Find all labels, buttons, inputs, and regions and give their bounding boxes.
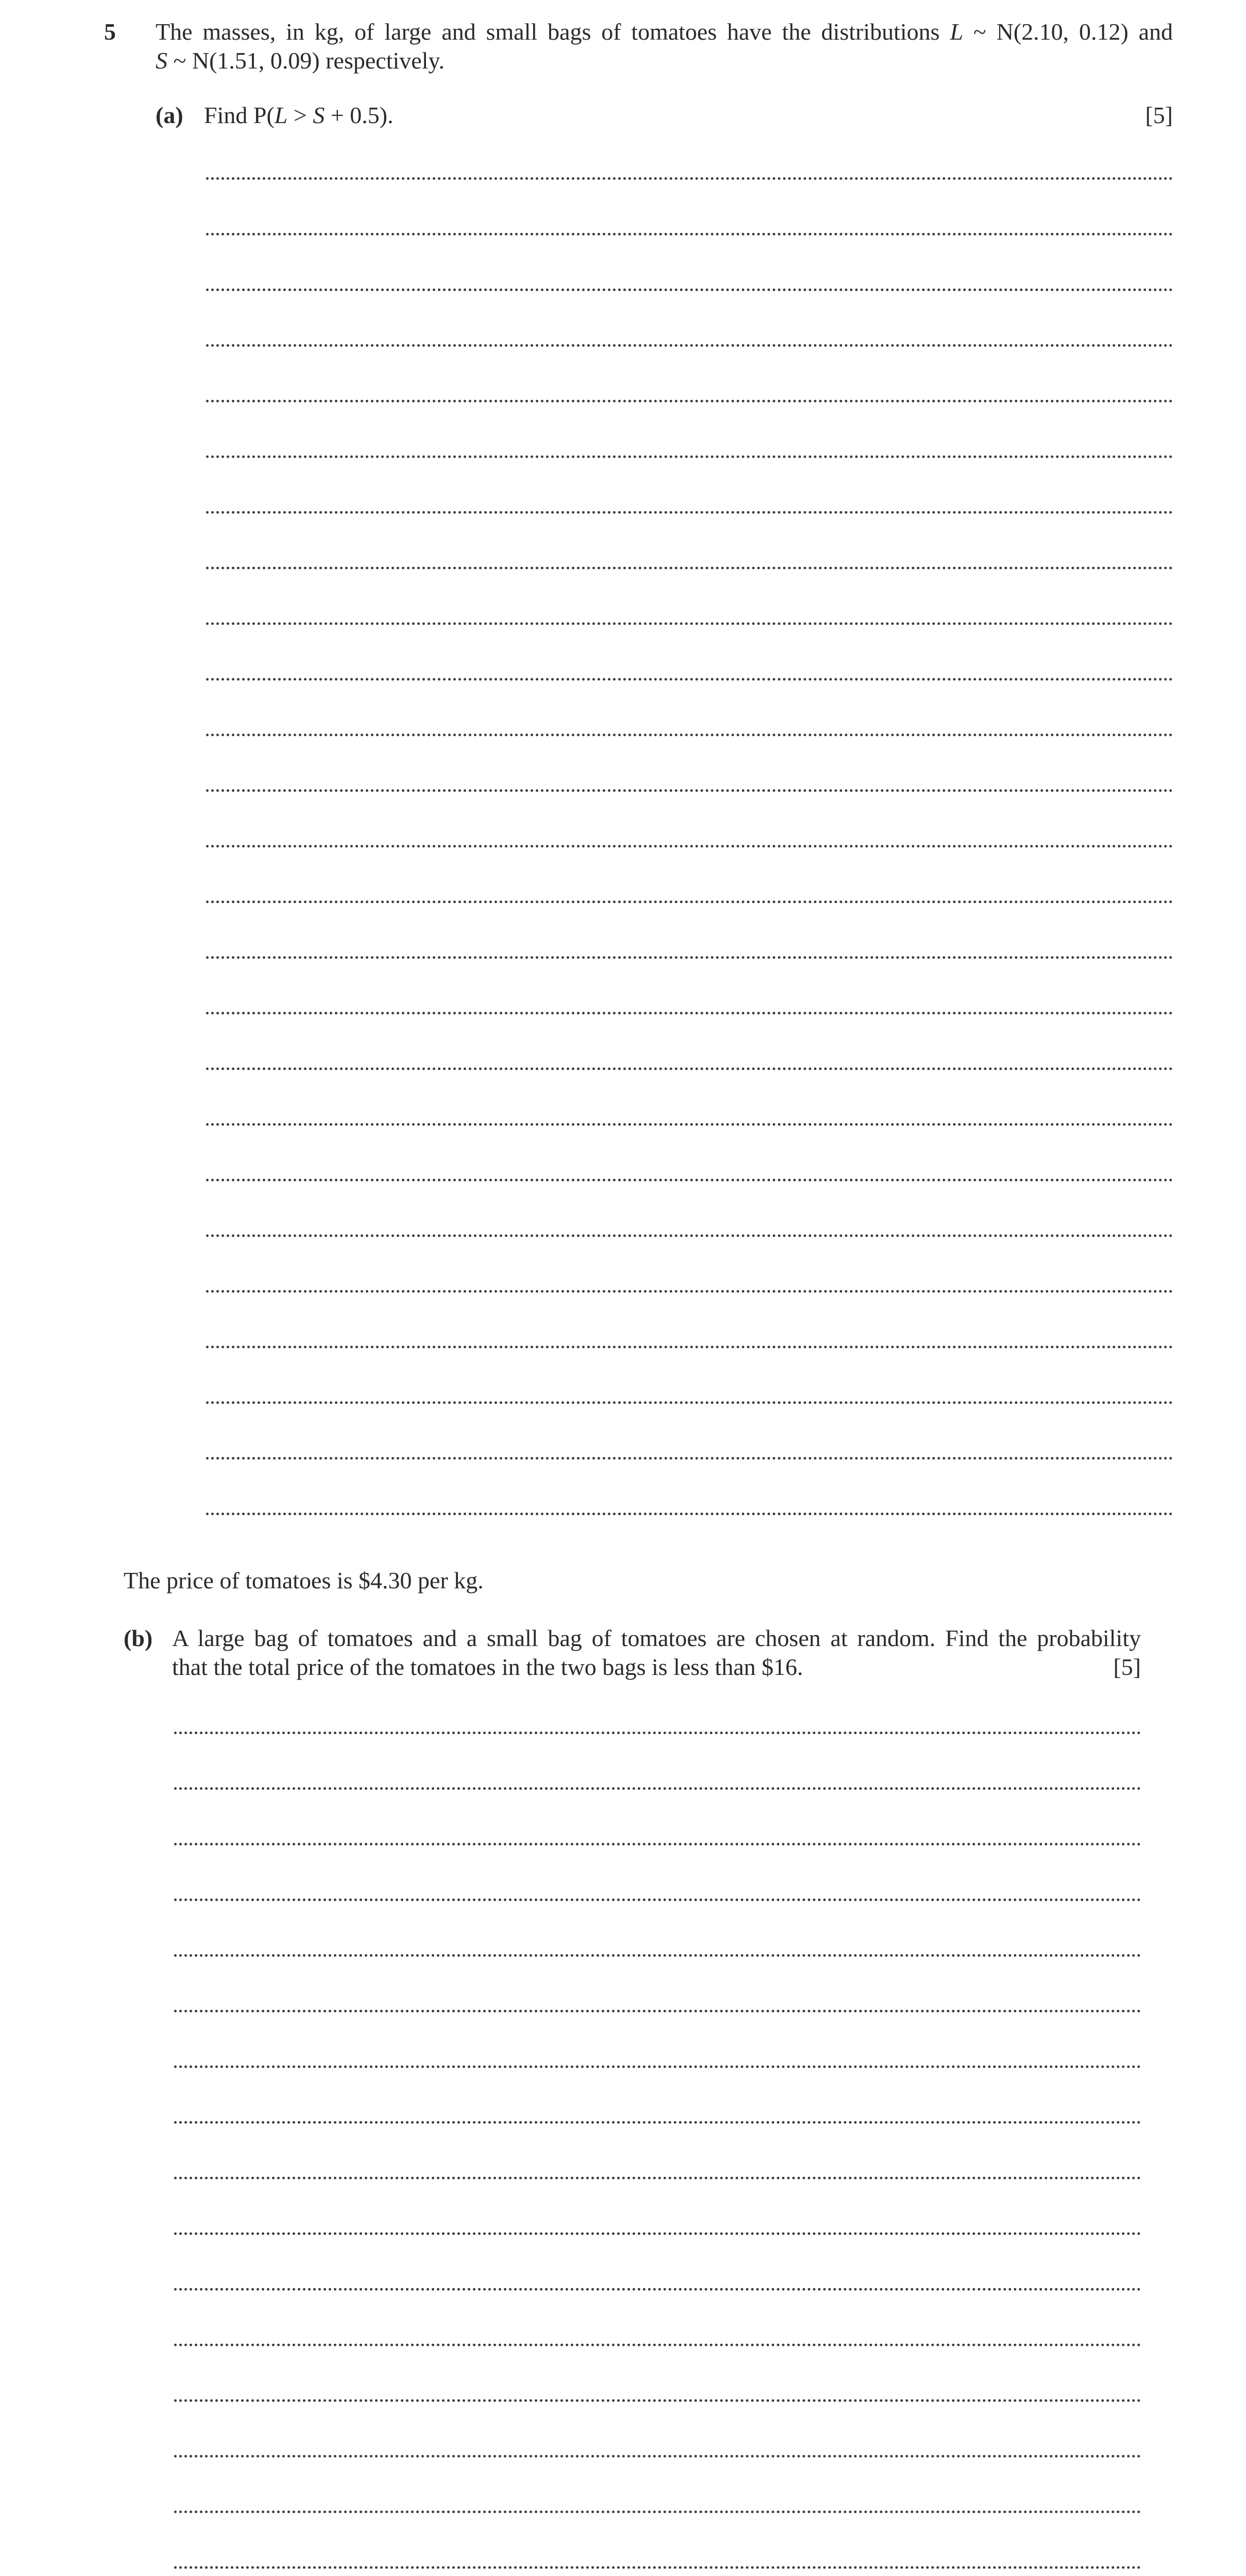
part-b-answer-line[interactable] [174, 2065, 1141, 2068]
part-b-answer-line[interactable] [174, 2177, 1141, 2179]
part-a-question: Find P(L > S + 0.5). [204, 102, 394, 128]
part-b-answer-line[interactable] [174, 2232, 1141, 2235]
question-stem-line-1: The masses, in kg, of large and small bags of tomatoes have the distributions L ~ N(2.10, 0.12) and [156, 19, 1173, 45]
question-number: 5 [104, 19, 116, 45]
part-b-question-line-1: A large bag of tomatoes and a small bag of tomatoes are chosen at random. Find the probability [172, 1625, 1141, 1651]
part-b-answer-line[interactable] [174, 1732, 1141, 1734]
part-b-question-line-2: that the total price of the tomatoes in the two bags is less than $16. [172, 1654, 804, 1680]
part-b-answer-line[interactable] [174, 1954, 1141, 1957]
part-b-answer-line[interactable] [174, 2455, 1141, 2458]
part-b-answer-line[interactable] [174, 1899, 1141, 1901]
part-b-answer-line[interactable] [174, 1843, 1141, 1845]
part-b-answer-line[interactable] [174, 2511, 1141, 2513]
part-b-answer-line[interactable] [174, 2288, 1141, 2291]
part-b-label: (b) [124, 1625, 153, 1651]
part-b-answer-line[interactable] [174, 2344, 1141, 2346]
part-b-answer-line[interactable] [174, 2399, 1141, 2402]
part-b-answer-line[interactable] [174, 1787, 1141, 1790]
part-a-marks: [5] [1145, 102, 1173, 128]
part-b-marks: [5] [1113, 1654, 1141, 1680]
question-stem-line-2: S ~ N(1.51, 0.09) respectively. [156, 47, 445, 74]
part-b-answer-area[interactable] [174, 0, 1141, 2576]
part-b-answer-line[interactable] [174, 2010, 1141, 2012]
part-a-label: (a) [156, 102, 183, 128]
part-b-answer-line[interactable] [174, 2121, 1141, 2124]
part-b-answer-line[interactable] [174, 2566, 1141, 2569]
shared-information: The price of tomatoes is $4.30 per kg. [124, 1567, 484, 1594]
